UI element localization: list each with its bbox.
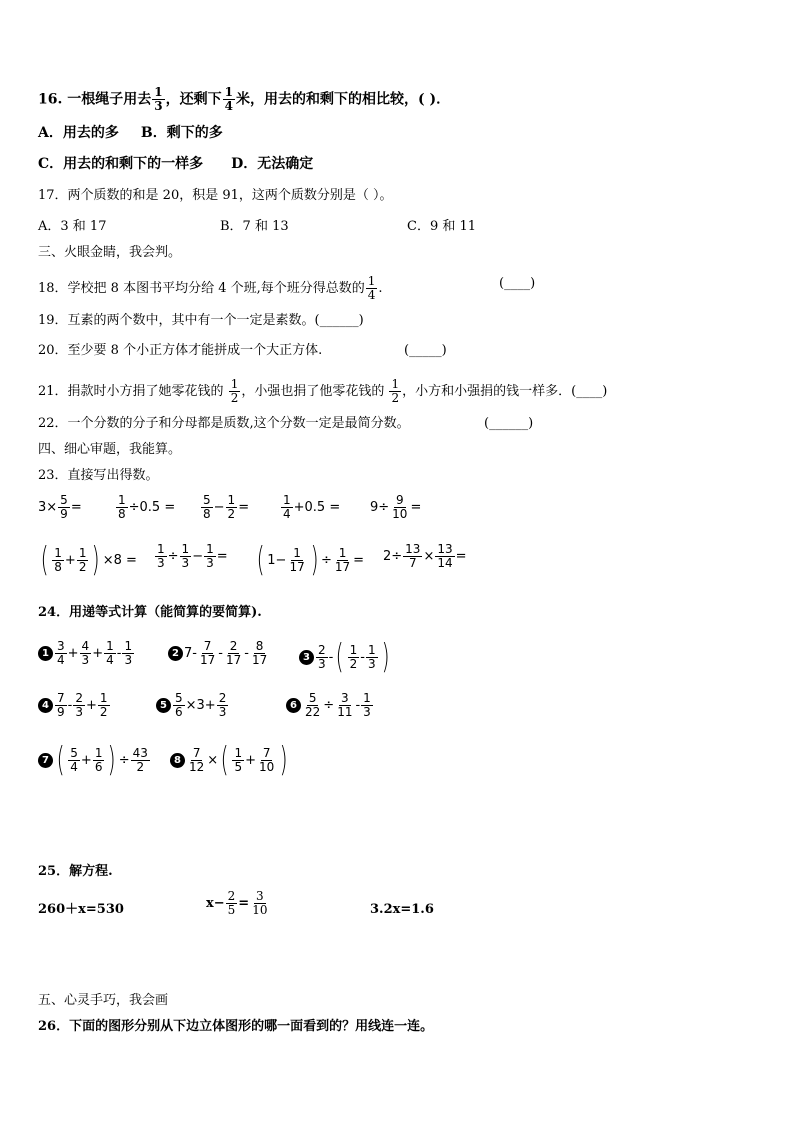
- fraction: $\frac{1}{3}$: [154, 85, 163, 113]
- fraction: $\frac{1}{4}$: [367, 274, 376, 302]
- q23-item-9: 2÷ $\frac{13}{7}$ × $\frac{13}{14}$ =: [383, 542, 467, 570]
- section-5-heading: 五、心灵手巧，我会画: [38, 993, 169, 1008]
- q16-options-cd: C．用去的和剩下的一样多 D．无法确定: [38, 156, 314, 172]
- section-4-heading: 四、细心审题，我能算。: [38, 442, 182, 457]
- q24-expr-8: 8 7 12 × ( 1 5 + 7 10 ): [170, 743, 291, 777]
- q20-stem: 20．至少要 8 个小正方体才能拼成一个大正方体.: [38, 343, 323, 358]
- q23-item-2: $\frac{1}{8}$ ÷0.5 =: [118, 493, 176, 521]
- q23-item-5: 9÷ $\frac{9}{10}$ =: [370, 493, 422, 521]
- q17-option-c: C．9 和 11: [407, 219, 477, 234]
- q19-stem: 19．互素的两个数中，其中有一个一定是素数。(______): [38, 313, 364, 328]
- q18-answer-blank[interactable]: (____): [499, 276, 536, 291]
- q24-expr-4: 4 7 9 - 2 3 + 1 2: [38, 692, 111, 719]
- q23-item-8: ( 1− $\frac{1}{17}$ ) ÷ $\frac{1}{17}$ =: [256, 540, 365, 580]
- fraction: $\frac{1}{4}$: [224, 85, 233, 113]
- q23-item-3: 5 8 − $\frac{1}{2}$ =: [203, 493, 250, 521]
- q20-answer-blank[interactable]: (_____): [404, 343, 447, 358]
- q16-options-ab: A．用去的多 B．剩下的多: [38, 125, 223, 141]
- q16-stem: 16. 一根绳子用去 $\frac{1}{3}$ ，还剩下 $\frac{1}{4}$ 米，用去的和剩下的相比较，( )．: [38, 85, 451, 113]
- q23-item-1: 3× $\frac{5}{9}$ =: [38, 493, 82, 521]
- q24-expr-5: 5 $\frac{5}{6}$ ×3+ $\frac{2}{3}$: [156, 692, 229, 719]
- q23-item-6: ( 1 8 + $\frac{1}{2}$ ) ×8 =: [40, 540, 137, 580]
- q22-answer-blank[interactable]: (______): [484, 416, 534, 431]
- q25-title: 25．解方程.: [38, 864, 113, 879]
- q19-answer-blank[interactable]: (______): [314, 313, 364, 328]
- q24-expr-7: 7 ( 5 4 + 1 6 ) ÷ 43 2: [38, 743, 151, 777]
- q17-option-a: A．3 和 17: [38, 219, 107, 234]
- fraction: $\frac{1}{2}$: [391, 377, 400, 405]
- q24-expr-6: 6 5 22 ÷ 3 11 - 1 3: [286, 692, 374, 719]
- q25-equation-2: x− $\frac{2}{5}$ = $\frac{3}{10}$: [206, 889, 268, 917]
- q23-title: 23．直接写出得数。: [38, 468, 159, 483]
- q21-stem: 21．捐款时小方捐了她零花钱的 $\frac{1}{2}$ ，小强也捐了他零花钱的 $\frac{1}{2}$ ，小方和小强捐的钱一样多．(____): [38, 377, 608, 405]
- q24-expr-1: 1 3 4 + 4 3 + 1 4 - 1 3: [38, 640, 135, 667]
- q26-stem: 26．下面的图形分别从下边立体图形的哪一面看到的？用线连一连。: [38, 1019, 434, 1034]
- q17-option-b: B．7 和 13: [220, 219, 289, 234]
- q23-item-4: 1 4 +0.5 =: [283, 493, 341, 521]
- q18-stem: 18．学校把 8 本图书平均分给 4 个班,每个班分得总数的 $\frac{1}{4}$ .: [38, 274, 383, 302]
- q24-expr-3: 3 2 3 - ( 1 2 - 1 3 ): [299, 640, 392, 674]
- q24-expr-2: 2 7- 7 17 - 2 17 - 8 17: [168, 640, 270, 667]
- fraction: $\frac{1}{2}$: [230, 377, 239, 405]
- q25-equation-3: 3.2x=1.6: [370, 902, 434, 917]
- q24-title: 24．用递等式计算（能简算的要简算).: [38, 605, 262, 620]
- section-3-heading: 三、火眼金睛，我会判。: [38, 245, 182, 260]
- q25-equation-1: 260＋x=530: [38, 902, 124, 917]
- q17-stem: 17．两个质数的和是 20，积是 91，这两个质数分别是（ ）。: [38, 188, 393, 203]
- q23-item-7: $\frac{1}{3}$ ÷ $\frac{1}{3}$ − $\frac{1}{3}$ =: [157, 542, 228, 570]
- q22-stem: 22．一个分数的分子和分母都是质数,这个分数一定是最简分数。: [38, 416, 410, 431]
